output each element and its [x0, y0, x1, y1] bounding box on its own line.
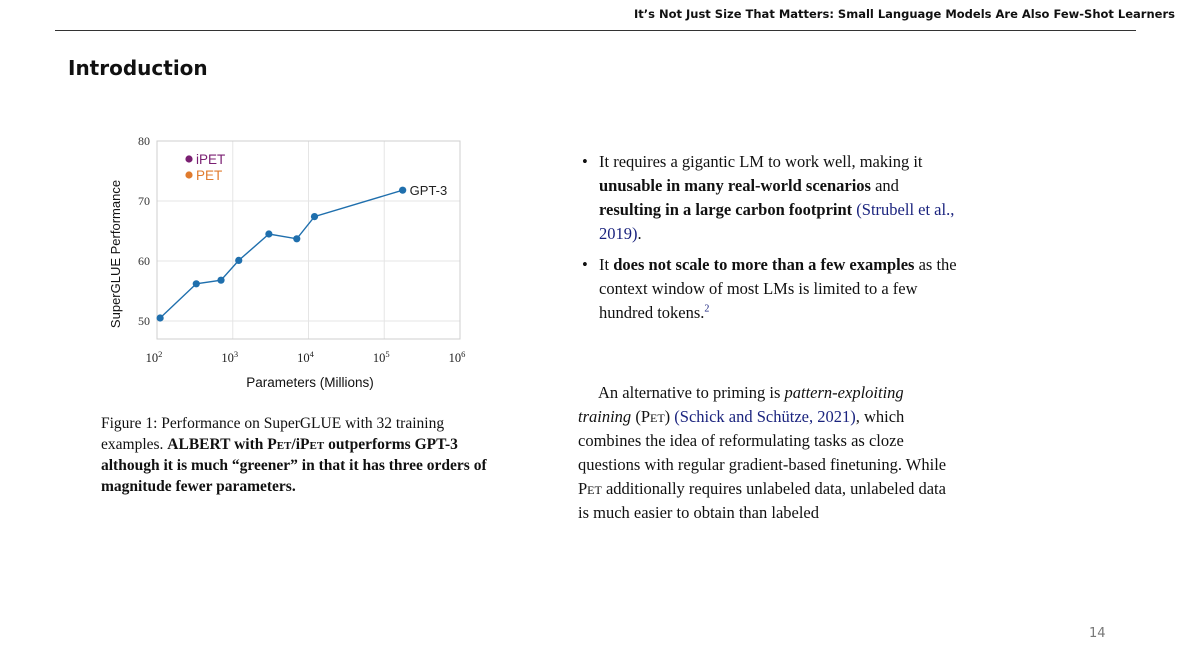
x-tick-label	[146, 349, 163, 365]
bullet-text: .	[637, 224, 642, 243]
x-tick-label	[373, 349, 390, 365]
y-axis-label: SuperGLUE Performance	[108, 179, 123, 329]
performance-chart	[100, 128, 480, 398]
header-divider	[55, 30, 1136, 31]
body-paragraph	[578, 381, 958, 525]
caption-pet-1: Pet	[267, 436, 292, 453]
data-point	[311, 213, 318, 220]
bullet-bold: resulting in a large carbon footprint	[599, 200, 853, 219]
x-tick-exponent: 3	[233, 349, 239, 359]
data-point	[265, 230, 272, 237]
legend-label: iPET	[196, 152, 226, 167]
chart-ticks	[138, 134, 465, 365]
x-tick-base: 10	[221, 351, 234, 365]
data-point	[157, 314, 164, 321]
x-tick-exponent: 2	[158, 349, 163, 359]
para-italic: pattern-exploiting training	[578, 383, 904, 426]
bullet-item	[578, 253, 958, 325]
series-line	[160, 190, 403, 318]
gpt3-annotation: GPT-3	[409, 183, 448, 199]
para-text: )	[664, 407, 675, 426]
x-tick-label	[221, 349, 238, 365]
para-text: additionally requires unlabeled data, unlabeled data is much easier to obtain than labeled	[578, 479, 946, 522]
para-pet: Pet	[640, 407, 665, 426]
citation-link[interactable]: (Schick and Schütze, 2021)	[674, 407, 856, 426]
x-tick-base: 10	[448, 351, 462, 365]
bullet-item	[578, 150, 958, 246]
data-point	[217, 277, 224, 284]
legend-marker-ipet	[185, 155, 192, 162]
x-axis-label: Parameters (Millions)	[246, 375, 374, 390]
para-text: (	[631, 407, 641, 426]
figure-caption	[101, 413, 487, 497]
data-point	[399, 187, 406, 194]
x-tick-exponent: 4	[309, 349, 314, 359]
caption-lead: Figure 1: Performance on SuperGLUE with 32 training examples.	[101, 415, 445, 453]
para-text: An alternative to priming is	[598, 383, 785, 402]
x-tick-label	[297, 349, 315, 365]
bullet-list	[578, 150, 958, 332]
x-tick-exponent: 5	[385, 349, 390, 359]
caption-pet-2: Pet	[300, 436, 325, 453]
para-text: , which combines the idea of reformulating tasks as cloze questions with regular gradient-based finetuning. While	[578, 407, 947, 474]
caption-bold-1: ALBERT with	[167, 436, 268, 453]
caption-bold-3: outperforms GPT-3 although it is much “greener” in that it has three orders of magnitude fewer parameters.	[101, 436, 487, 495]
data-point	[293, 235, 300, 242]
x-tick-base: 10	[297, 351, 310, 365]
bullet-text: It requires a gigantic LM to work well, making it	[599, 152, 923, 171]
x-tick-exponent: 6	[461, 349, 466, 359]
chart-legend	[185, 152, 225, 183]
bullet-text: It	[599, 255, 614, 274]
para-pet: Pet	[578, 479, 602, 498]
data-point	[193, 280, 200, 287]
x-tick-label	[449, 349, 466, 365]
bullet-dot-icon: •	[582, 152, 588, 171]
bullet-text: as the context window of most LMs is limited to a few hundred tokens.	[599, 255, 957, 322]
y-tick-label: 70	[138, 194, 150, 208]
bullet-bold: unusable in many real-world scenarios	[599, 176, 871, 195]
data-point	[235, 257, 242, 264]
section-title: Introduction	[68, 56, 208, 80]
y-tick-label: 60	[138, 254, 150, 268]
x-tick-base: 10	[145, 351, 159, 365]
bullet-text: and	[870, 176, 899, 195]
chart-series	[157, 183, 448, 321]
footnote-link[interactable]: 2	[704, 303, 710, 315]
y-tick-label: 50	[138, 314, 150, 328]
legend-marker-pet	[185, 171, 192, 178]
running-header: It’s Not Just Size That Matters: Small Language Models Are Also Few-Shot Learners	[633, 7, 1175, 21]
y-tick-label: 80	[138, 134, 150, 148]
legend-label: PET	[196, 168, 223, 183]
bullet-dot-icon: •	[582, 255, 588, 274]
bullet-bold: does not scale to more than a few examples	[613, 255, 915, 274]
citation-link[interactable]: (Strubell et al., 2019)	[599, 200, 955, 243]
x-tick-base: 10	[372, 351, 386, 365]
caption-bold-2: /i	[291, 436, 301, 453]
page-number: 14	[1089, 626, 1106, 641]
